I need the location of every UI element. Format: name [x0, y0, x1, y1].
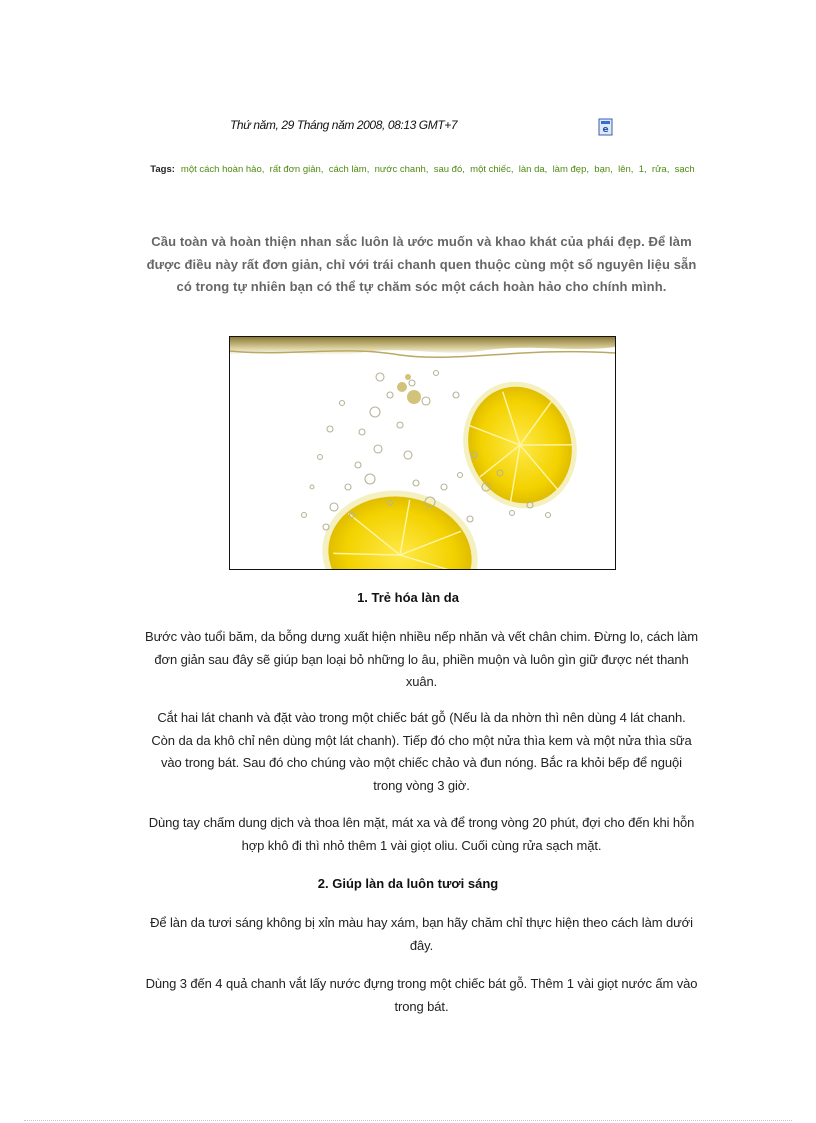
tag-link[interactable]: 1	[638, 164, 644, 175]
tag-link[interactable]: làn da	[518, 164, 545, 175]
tag-link[interactable]: lên	[618, 164, 631, 175]
tag-link[interactable]: một chiếc	[470, 164, 511, 175]
tag-link[interactable]: sạch	[674, 164, 695, 175]
paragraph: Bước vào tuổi băm, da bỗng dưng xuất hiện nhiều nếp nhăn và vết chân chim. Đừng lo, cách làm đơn giản sau đây sẽ giúp bạn loại bỏ những lo âu, phiền muộn và luôn gìn giữ được nét thanh xuân.	[145, 629, 698, 689]
tag-link[interactable]: sau đó	[433, 164, 463, 175]
tag-separator: ,	[366, 164, 375, 175]
tag-separator: ,	[462, 164, 471, 175]
lemon-photo	[229, 336, 616, 570]
tag-separator: ,	[586, 164, 595, 175]
paragraph: Dùng 3 đến 4 quả chanh vắt lấy nước đựng trong một chiếc bát gỗ. Thêm 1 vài giọt nước ấm vào trong bát.	[145, 976, 698, 1014]
tag-separator: ,	[425, 164, 434, 175]
tag-link[interactable]: nước chanh	[374, 164, 426, 175]
intro-paragraph: Cầu toàn và hoàn thiện nhan sắc luôn là ước muốn và khao khát của phái đẹp. Để làm được điều này rất đơn giản, chỉ với trái chanh quen thuộc cùng một số nguyên liệu sẵn có trong tự nhiên bạn có thể tự chăm sóc một cách hoàn hảo cho chính mình.	[146, 234, 697, 294]
dateline: Thứ năm, 29 Tháng năm 2008, 08:13 GMT+7	[230, 118, 458, 132]
tag-separator: ,	[510, 164, 519, 175]
tag-separator: ,	[261, 164, 270, 175]
paragraph: Để làn da tươi sáng không bị xỉn màu hay xám, bạn hãy chăm chỉ thực hiện theo cách làm dưới đây.	[150, 915, 693, 953]
tag-separator: ,	[320, 164, 329, 175]
tag-link[interactable]: bạn	[594, 164, 611, 175]
paragraph: Dùng tay chấm dung dịch và thoa lên mặt, mát xa và để trong vòng 20 phút, đợi cho đến khi hỗn hợp khô đi thì nhỏ thêm 1 vài giọt oliu. Cuối cùng rửa sạch mặt.	[148, 815, 695, 853]
tags-label: Tags:	[150, 164, 175, 175]
tag-separator: ,	[630, 164, 639, 175]
tag-link[interactable]: rửa	[651, 164, 667, 175]
paragraph: Cắt hai lát chanh và đặt vào trong một chiếc bát gỗ (Nếu là da nhờn thì nên dùng 4 lát chanh. Còn da da khô chỉ nên dùng một lát chanh). Tiếp đó cho một nửa thìa kem và một nửa thìa sữa vào trong bát. Sau đó cho chúng vào một chiếc chảo và đun nóng. Bắc ra khỏi bếp để nguội trong vòng 3 giờ.	[151, 710, 692, 793]
tag-separator: ,	[643, 164, 652, 175]
tag-list	[150, 162, 695, 178]
tag-link[interactable]: làm đẹp	[552, 164, 587, 175]
page-divider	[24, 1120, 792, 1121]
tag-link[interactable]: cách làm	[328, 164, 367, 175]
tag-link[interactable]: một cách hoàn hảo	[180, 164, 262, 175]
document-icon[interactable]	[597, 118, 614, 136]
tag-link[interactable]: rất đơn giản	[269, 164, 321, 175]
tag-separator: ,	[666, 164, 675, 175]
tag-separator: ,	[544, 164, 553, 175]
section-heading: 2. Giúp làn da luôn tươi sáng	[317, 876, 499, 891]
svg-text:e: e	[602, 125, 609, 135]
tag-separator: ,	[610, 164, 619, 175]
section-heading: 1. Trẻ hóa làn da	[357, 590, 459, 605]
